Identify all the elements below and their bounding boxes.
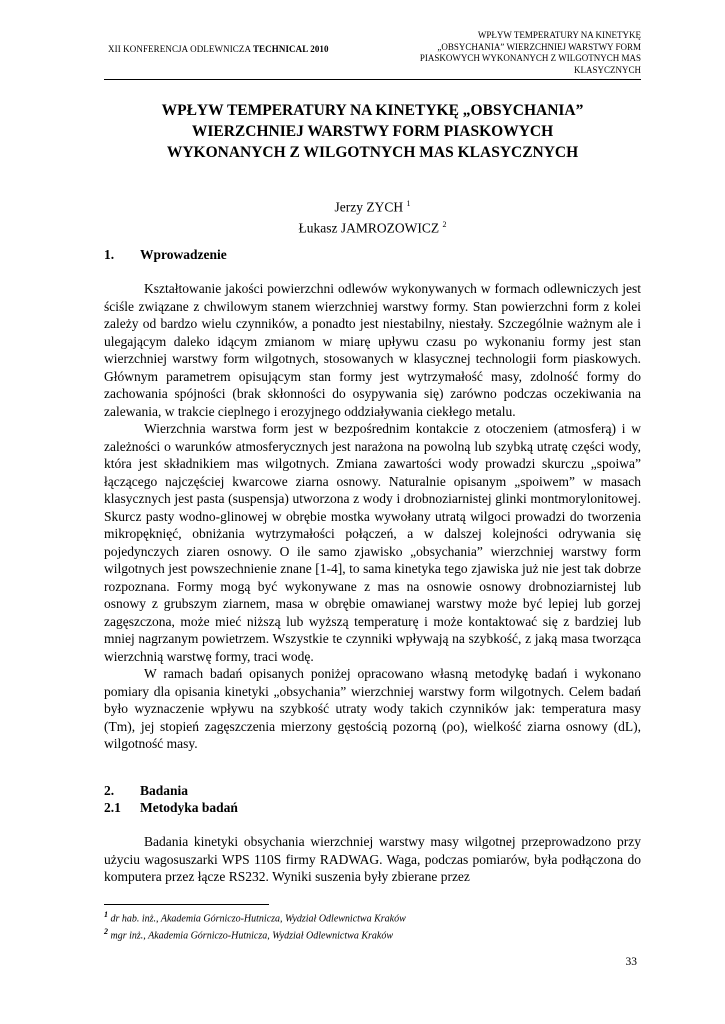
author-name: Łukasz JAMROZOWICZ <box>298 220 440 235</box>
header-rule <box>104 79 641 80</box>
footnote-rule <box>104 904 269 905</box>
footnote <box>104 925 406 942</box>
section-title: Badania <box>140 783 189 798</box>
paragraph: Wierzchnia warstwa form jest w bezpośrednim kontakcie z otoczeniem (atmosferą) i w zależności o warunków atmosferycznych jest narażona na powolną lub szybką utratę części wody, która jest składnikiem mas wilgotnych. Zmiana zawartości wody prowadzi skurczu „spoiwa” łączącego najczęściej kwarcowe ziarna osnowy. Naturalnie opisanym „spoiwem” w masach klasycznych jest pasta (suspensja) utworzona z wody i drobnoziarnistej glinki montmorylonitowej. Skurcz pasty wodno-glinowej w obrębie mostka wywołany utratą wilgoci prowadzi do tworzenia mikropęknięć, obniżania wytrzymałości połączeń, a w dalszej kolejności odrywania się pojedynczych ziaren osnowy. O ile samo zjawisko „obsychania” wierzchniej warstwy form wilgotnych jest powszechnienie znane [1-4], to sama kinetyka tego zjawiska już nie jest tak dobrze rozpoznana. Formy mogą być wykonywane z mas na osnowie osnowy drobnoziarnistej lub osnowy z grubszym ziarnem, masa w obrębie omawianej warstwy może być lepiej lub gorzej zagęszczona, może mieć niższą lub wyższą temperaturę i może kontaktować się z bardziej lub mniej nagrzanym powietrzem. Wszystkie te czynniki wpływają na szybkość, z jaką masa tworząca wierzchnią warstwę formy, traci wodę. <box>104 421 641 664</box>
title-line: WPŁYW TEMPERATURY NA KINETYKĘ „OBSYCHANIA” <box>161 102 584 119</box>
section-heading-2-1 <box>104 800 238 816</box>
footnote-mark: 1 <box>104 910 108 919</box>
section-heading-1 <box>104 247 227 263</box>
section-heading-2 <box>104 783 188 799</box>
author <box>104 216 641 237</box>
author-affiliation-mark: 1 <box>406 199 411 208</box>
footnote-mark: 2 <box>104 927 108 937</box>
running-header-right <box>361 30 641 76</box>
paragraph: Badania kinetyki obsychania wierzchniej warstwy masy wilgotnej przeprowadzono przy użyciu wagosuszarki WPS 110S firmy RADWAG. Waga, podczas pomiarów, była podłączona do komputera przez łącze RS232. Wyniki suszenia były zbierane przez <box>104 834 641 884</box>
paragraph: Kształtowanie jakości powierzchni odlewów wykonywanych w formach odlewniczych jest ściśle związane z chwilowym stanem wierzchniej warstwy formy. Stan powierzchni form z kolei zależy od bardzo wielu czynników, a ponadto jest niestabilny, niestały. Szczególnie ważnym ale i ulegającym daleko idącym zmianom w miarę upływu czasu po wykonaniu formy jest stan wierzchniej warstwy form wilgotnych, stosowanych w klasycznej technologii form piaskowych. Głównym parametrem opisującym stan formy jest wytrzymałość masy, zdolność formy do zachowania spójności (brak skłonności do osypywania się) zarówno podczas oczekiwania na zalewania, w trakcie cieplnego i erozyjnego oddziaływania ciekłego metalu. <box>104 281 641 419</box>
conference-name: XII KONFERENCJA ODLEWNICZA <box>108 44 253 54</box>
page-number: 33 <box>625 956 637 968</box>
methods-body <box>104 833 641 886</box>
running-header-line: PIASKOWYCH WYKONANYCH Z WILGOTNYCH MAS <box>419 53 641 63</box>
conference-name-bold: TECHNICAL 2010 <box>252 44 329 54</box>
author <box>104 195 641 216</box>
intro-body <box>104 280 641 753</box>
author-list <box>104 195 641 236</box>
running-header-left <box>108 44 329 54</box>
section-number: 2.1 <box>104 800 121 815</box>
author-name: Jerzy ZYCH <box>334 199 404 215</box>
section-title: Wprowadzenie <box>140 247 227 262</box>
footnote-text: dr hab. inż., Akademia Górniczo-Hutnicza, Wydział Odlewnictwa Kraków <box>110 913 406 925</box>
footnotes <box>104 908 406 943</box>
author-affiliation-mark: 2 <box>442 219 447 229</box>
section-number: 1. <box>104 247 115 262</box>
paper-title <box>104 100 641 163</box>
section-number: 2. <box>104 783 115 798</box>
paragraph: W ramach badań opisanych poniżej opracowano własną metodykę badań i wykonano pomiary dla opisania kinetyki „obsychania” wierzchniej warstwy form wilgotnych. Celem badań było wyznaczenie wpływu na szybkość utraty wody takich czynników jak: temperatura masy (Tm), jej stopień zagęszczenia mierzony gęstością pozorną (ρo), wielkość ziarna osnowy (dL), wilgotność masy. <box>104 666 641 751</box>
running-header-line: KLASYCZNYCH <box>573 64 641 75</box>
title-line: WYKONANYCH Z WILGOTNYCH MAS KLASYCZNYCH <box>166 144 579 161</box>
running-header-line: WPŁYW TEMPERATURY NA KINETYKĘ <box>477 30 641 40</box>
footnote <box>104 908 406 925</box>
section-title: Metodyka badań <box>140 800 238 815</box>
footnote-text: mgr inż., Akademia Górniczo-Hutnicza, Wydział Odlewnictwa Kraków <box>110 930 393 942</box>
running-header-line: „OBSYCHANIA” WIERZCHNIEJ WARSTWY FORM <box>437 41 641 52</box>
title-line: WIERZCHNIEJ WARSTWY FORM PIASKOWYCH <box>191 123 554 140</box>
